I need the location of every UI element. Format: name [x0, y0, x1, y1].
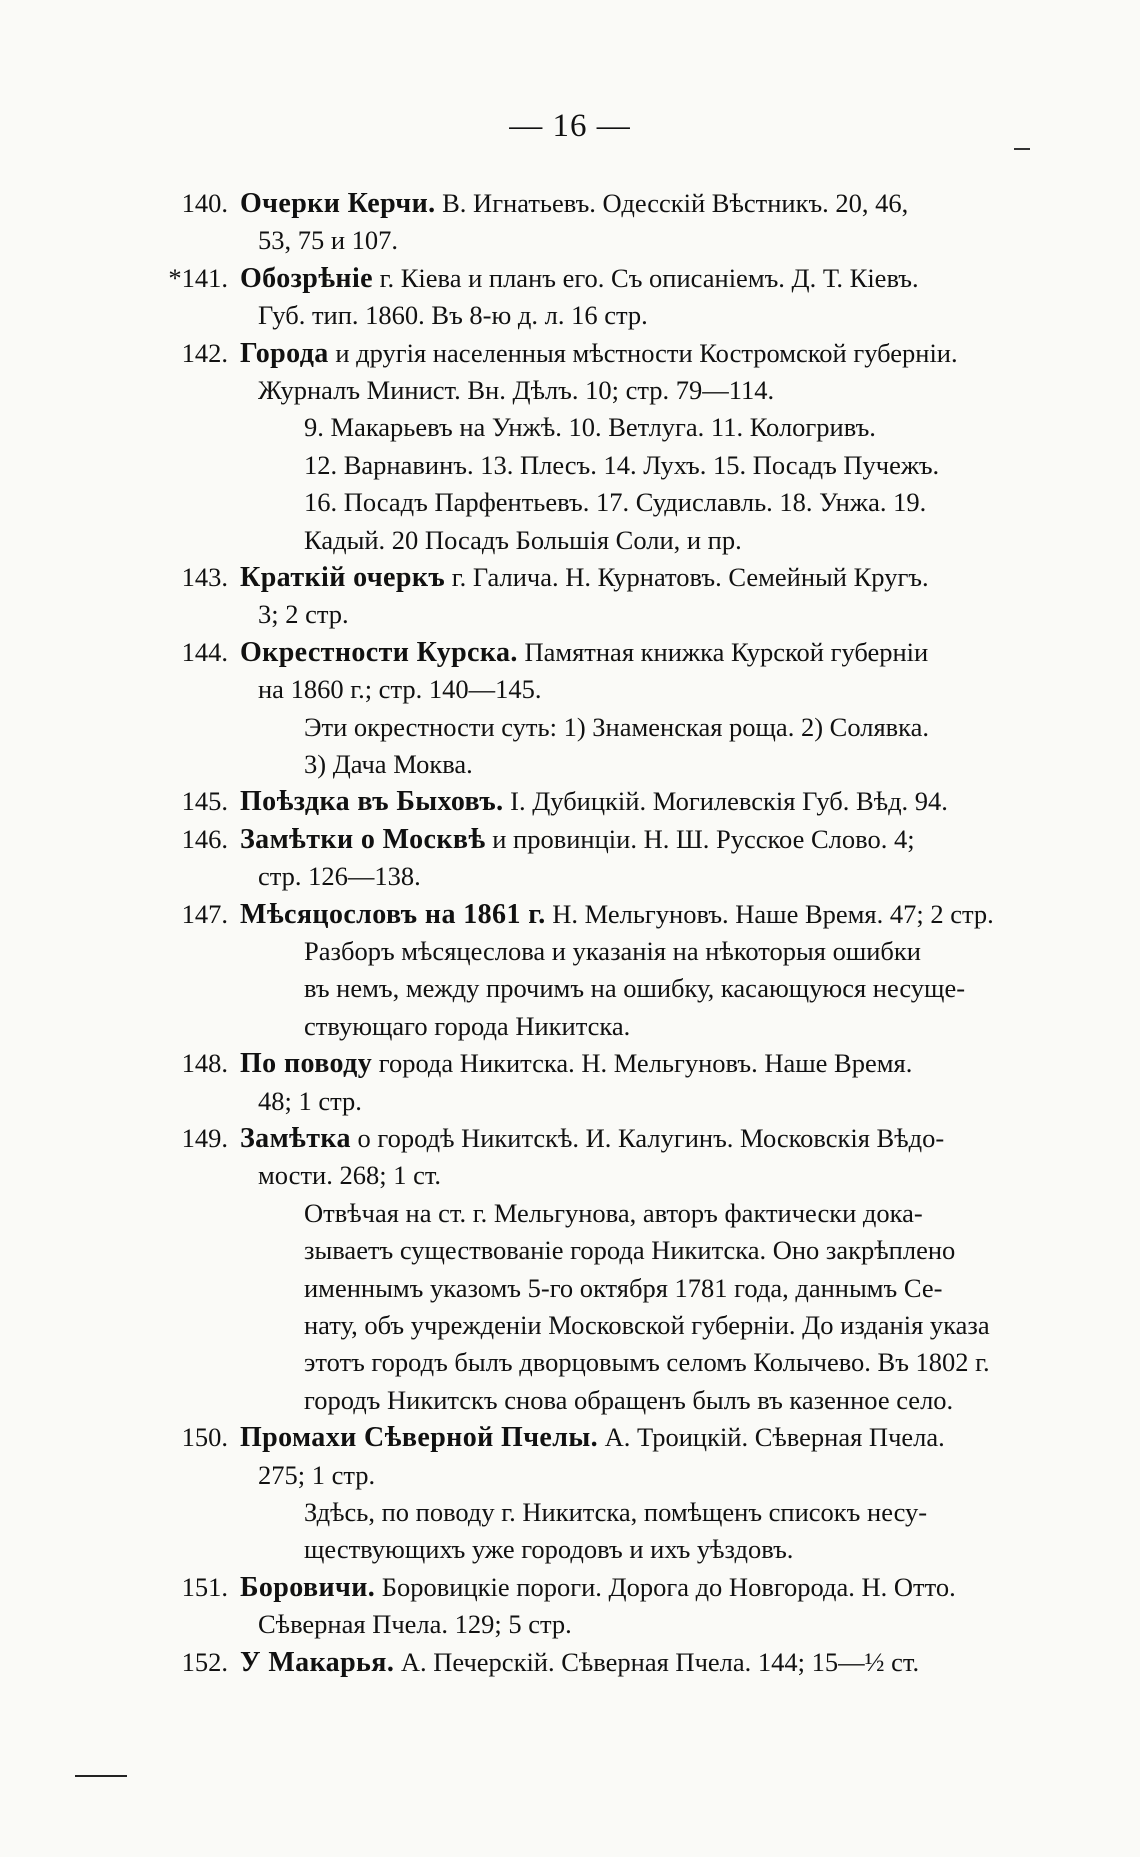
entry-line	[144, 635, 928, 670]
entry-source: Памятная книжка Курской губерніи	[517, 636, 929, 667]
entry-line	[144, 1645, 919, 1680]
entry-title: Очерки Керчи.	[240, 188, 436, 219]
entry-title: Поѣздка въ Быховъ.	[240, 786, 504, 818]
entry-continuation	[258, 298, 648, 332]
continuation-text: Журналъ Минист. Вн. Дѣлъ. 10; стр. 79—114.	[258, 375, 775, 405]
entry-continuation	[258, 1458, 375, 1492]
entry-number: 142.	[181, 337, 228, 368]
entry-title: Окрестности Курска.	[240, 636, 518, 668]
entry-continuation	[258, 1084, 362, 1118]
entry-annotation	[304, 971, 965, 1005]
entry-source: Боровицкіе пороги. Дорога до Новгорода. Н. Отто.	[375, 1571, 956, 1602]
annotation-text: 12. Варнавинъ. 13. Плесъ. 14. Лухъ. 15. Посадъ Пучежъ.	[304, 449, 940, 480]
entry-number: 152.	[181, 1646, 228, 1677]
entry-number: 151.	[181, 1571, 228, 1602]
entry-number: 146.	[181, 823, 228, 854]
entry-annotation	[304, 1009, 630, 1043]
entry-line	[144, 336, 958, 371]
entry-continuation	[258, 1158, 441, 1192]
entry-line	[144, 261, 919, 296]
annotation-text: этотъ городъ былъ дворцовымъ селомъ Колычево. Въ 1802 г.	[304, 1347, 990, 1378]
entry-title: Мѣсяцословъ на 1861 г.	[240, 898, 546, 930]
annotation-text: именнымъ указомъ 5-го октября 1781 года, даннымъ Се-	[304, 1272, 943, 1303]
entry-annotation	[304, 1308, 990, 1342]
continuation-text: 3; 2 стр.	[258, 599, 349, 630]
entry-title: Краткій очеркъ	[240, 562, 446, 593]
annotation-text: Отвѣчая на ст. г. Мельгунова, авторъ фактически дока-	[304, 1197, 923, 1228]
entry-annotation	[304, 1196, 923, 1230]
entry-title: Замѣтка	[240, 1123, 351, 1154]
entry-continuation	[258, 859, 421, 893]
entry-annotation	[304, 1495, 927, 1529]
entry-annotation	[304, 747, 473, 781]
entry-annotation	[304, 1271, 942, 1305]
entry-title: Города	[240, 337, 329, 369]
annotation-text: Кадый. 20 Посадъ Большія Соли, и пр.	[304, 524, 742, 555]
entry-annotation	[304, 1383, 953, 1417]
entry-title: У Макарья.	[240, 1646, 395, 1678]
entry-source: и провинціи. Н. Ш. Русское Слово. 4;	[485, 823, 915, 854]
entry-annotation	[304, 485, 926, 519]
entry-title: По поводу	[240, 1048, 373, 1080]
entry-number: 148.	[181, 1048, 228, 1079]
entry-annotation	[304, 410, 876, 444]
entry-continuation	[258, 672, 541, 706]
entry-number: 149.	[181, 1123, 228, 1153]
entry-annotation	[304, 523, 742, 557]
continuation-text: Губ. тип. 1860. Въ 8-ю д. л. 16 стр.	[258, 300, 648, 331]
entry-source: города Никитска. Н. Мельгуновъ. Наше Время.	[372, 1048, 913, 1079]
entry-line	[144, 1046, 912, 1081]
entry-source: и другія населенныя мѣстности Костромской губерніи.	[328, 337, 958, 368]
entry-continuation	[258, 1607, 572, 1641]
entry-source: г. Галича. Н. Курнатовъ. Семейный Кругъ.	[445, 562, 929, 592]
annotation-text: Разборъ мѣсяцеслова и указанія на нѣкоторыя ошибки	[304, 936, 921, 966]
annotation-text: 9. Макарьевъ на Унжѣ. 10. Ветлуга. 11. Кологривъ.	[304, 412, 876, 443]
entry-line	[144, 560, 929, 595]
entry-title: Обозрѣніе	[240, 262, 373, 294]
print-mark	[1014, 148, 1030, 150]
annotation-text: въ немъ, между прочимъ на ошибку, касающуюся несуще-	[304, 973, 966, 1004]
entry-annotation	[304, 1233, 955, 1267]
entry-number: 147.	[181, 898, 228, 929]
annotation-text: ществующихъ уже городовъ и ихъ уѣздовъ.	[304, 1534, 794, 1565]
continuation-text: на 1860 г.; стр. 140—145.	[258, 674, 542, 705]
entry-annotation	[304, 448, 939, 482]
entry-line	[144, 1121, 944, 1156]
annotation-text: ствующаго города Никитска.	[304, 1010, 631, 1041]
continuation-text: Сѣверная Пчела. 129; 5 стр.	[258, 1609, 572, 1640]
entry-title: Замѣтки о Москвѣ	[240, 823, 486, 855]
entry-number: 140.	[181, 188, 228, 218]
continuation-text: 275; 1 стр.	[258, 1459, 376, 1490]
entry-source: Н. Мельгуновъ. Наше Время. 47; 2 стр.	[545, 898, 994, 929]
entry-continuation	[258, 223, 398, 257]
annotation-text: Здѣсь, по поводу г. Никитска, помѣщенъ списокъ несу-	[304, 1497, 928, 1527]
entry-line	[144, 822, 915, 857]
continuation-text: стр. 126—138.	[258, 861, 421, 892]
entry-annotation	[304, 710, 929, 744]
entry-number: 143.	[181, 562, 228, 592]
entry-number: 144.	[181, 636, 228, 667]
annotation-text: нату, объ учрежденіи Московской губерніи. До изданія указа	[304, 1310, 990, 1340]
continuation-text: 53, 75 и 107.	[258, 225, 399, 256]
entry-line	[144, 784, 948, 819]
continuation-text: мости. 268; 1 ст.	[258, 1160, 442, 1191]
entry-number: *141.	[168, 262, 228, 293]
entry-annotation	[304, 934, 921, 968]
entry-source: г. Кіева и планъ его. Съ описаніемъ. Д. Т. Кіевъ.	[372, 262, 919, 293]
entry-annotation	[304, 1532, 793, 1566]
entry-continuation	[258, 597, 349, 631]
annotation-text: зываетъ существованіе города Никитска. Оно закрѣплено	[304, 1235, 956, 1266]
entry-title: Боровичи.	[240, 1571, 376, 1603]
entry-source: А. Печерскій. Сѣверная Пчела. 144; 15—½ ст.	[394, 1646, 920, 1677]
entry-source: А. Троицкій. Сѣверная Пчела.	[598, 1422, 945, 1453]
entry-line	[144, 897, 994, 932]
page-number: — 16 —	[509, 108, 631, 144]
continuation-text: 48; 1 стр.	[258, 1085, 362, 1116]
entry-source: о городѣ Никитскѣ. И. Калугинъ. Московскія Вѣдо-	[350, 1123, 945, 1153]
annotation-text: 16. Посадъ Парфентьевъ. 17. Судиславль. 18. Унжа. 19.	[304, 487, 927, 518]
entry-title: Промахи Сѣверной Пчелы.	[240, 1422, 599, 1454]
entry-number: 145.	[181, 786, 228, 817]
entry-line	[144, 1570, 956, 1605]
entry-annotation	[304, 1345, 990, 1379]
entry-number: 150.	[181, 1422, 228, 1453]
annotation-text: 3) Дача Моква.	[304, 749, 473, 779]
entry-source: В. Игнатьевъ. Одесскій Вѣстникъ. 20, 46,	[435, 188, 909, 218]
entry-line	[144, 186, 908, 221]
entry-source: I. Дубицкій. Могилевскія Губ. Вѣд. 94.	[503, 786, 948, 817]
annotation-text: городъ Никитскъ снова обращенъ былъ въ казенное село.	[304, 1384, 954, 1415]
annotation-text: Эти окрестности суть: 1) Знаменская роща. 2) Солявка.	[304, 711, 930, 742]
footer-rule	[75, 1775, 127, 1777]
entry-continuation	[258, 373, 774, 407]
entry-line	[144, 1420, 945, 1455]
